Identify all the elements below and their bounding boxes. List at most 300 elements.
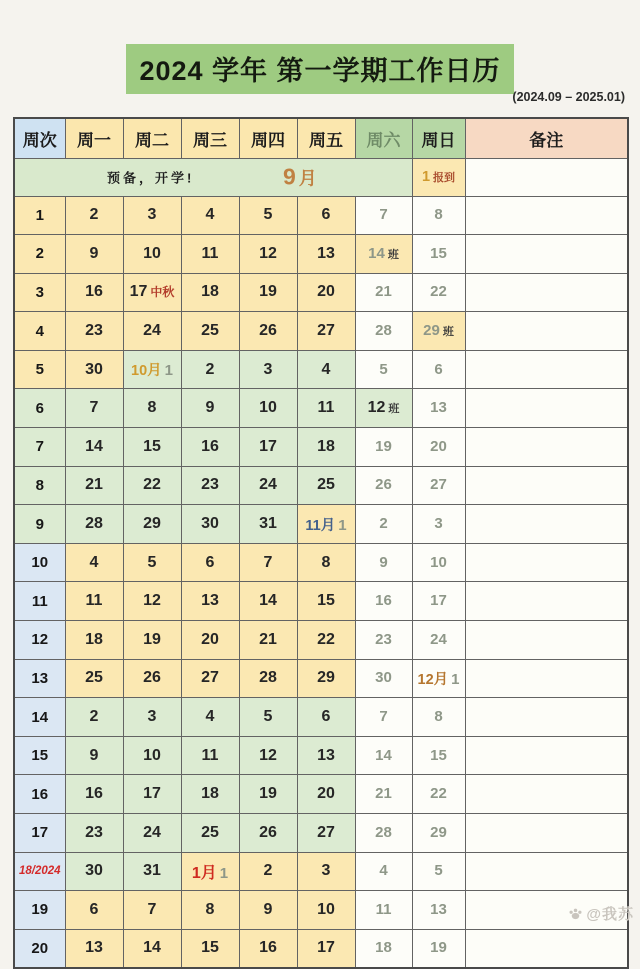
week-row-15: [14, 736, 628, 775]
day-cell: [355, 659, 412, 698]
week-number-cell: 4: [14, 312, 65, 351]
week-row-4: [14, 312, 628, 351]
cell-text: 9: [89, 746, 99, 764]
cell-text: 9: [205, 399, 215, 417]
cell-text: 3: [147, 206, 157, 224]
day-cell: [412, 235, 465, 274]
watermark-text: @我苏: [586, 906, 634, 923]
header-cell-1: 周一: [65, 118, 123, 158]
week-row-1: [14, 196, 628, 235]
cell-text: 19: [143, 630, 161, 648]
day-cell: [355, 389, 412, 428]
day-cell: [65, 736, 123, 775]
cell-text: 16: [201, 437, 219, 455]
remark-cell: [465, 196, 628, 235]
cell-text: 15: [317, 592, 335, 610]
cell-text: 1: [219, 864, 229, 882]
cell-text: 报到: [433, 172, 456, 184]
day-cell: [239, 929, 297, 968]
cell-text: 6: [321, 708, 331, 726]
day-cell: [239, 775, 297, 814]
week-number-cell: 16: [14, 775, 65, 814]
cell-text: 22: [430, 283, 447, 301]
day-cell: [123, 852, 181, 891]
day-cell: [181, 543, 239, 582]
cell-text: 1: [338, 516, 347, 534]
cell-text: 7: [89, 399, 99, 417]
day-cell: [65, 466, 123, 505]
day-cell: [239, 350, 297, 389]
day-cell: [297, 852, 355, 891]
day-cell: [412, 929, 465, 968]
week-row-18/2024: [14, 852, 628, 891]
day-cell: [181, 428, 239, 467]
day-cell: [65, 814, 123, 853]
week-row-7: [14, 428, 628, 467]
cell-text: 27: [317, 322, 335, 340]
cell-text: 14: [143, 939, 161, 957]
watermark: [568, 903, 634, 924]
cell-text: 12: [367, 399, 386, 417]
cell-text: 11: [85, 592, 103, 610]
day-cell: [123, 196, 181, 235]
week-row-20: [14, 929, 628, 968]
cell-text: 27: [317, 823, 335, 841]
cell-text: 12: [259, 244, 277, 262]
cell-text: 10: [259, 399, 277, 417]
day-cell: [239, 466, 297, 505]
remark-cell: [465, 775, 628, 814]
day-cell: [123, 891, 181, 930]
cell-text: 9: [89, 244, 99, 262]
cell-text: 19: [259, 785, 277, 803]
cell-text: 14: [85, 437, 103, 455]
week-row-3: [14, 273, 628, 312]
day-cell: [239, 273, 297, 312]
cell-text: 班: [442, 326, 454, 339]
day-cell: [355, 582, 412, 621]
day-cell: [65, 196, 123, 235]
cell-text: 1: [421, 169, 431, 185]
cell-text: 16: [259, 939, 277, 957]
day-cell: [355, 543, 412, 582]
cell-text: 25: [201, 823, 219, 841]
day-cell: [355, 775, 412, 814]
day-cell: [239, 852, 297, 891]
cell-text: 中秋: [150, 285, 175, 300]
cell-text: 31: [259, 515, 277, 533]
day-cell: [181, 736, 239, 775]
day-cell: [412, 775, 465, 814]
day-cell: [65, 543, 123, 582]
day-cell: [355, 466, 412, 505]
cell-text: 25: [201, 322, 219, 340]
week-row-16: [14, 775, 628, 814]
day-cell: [297, 196, 355, 235]
month-label-september: [283, 164, 317, 191]
cell-text: 27: [201, 669, 219, 687]
day-cell: [123, 543, 181, 582]
cell-text: 18: [85, 630, 103, 648]
header-cell-3: 周三: [181, 118, 239, 158]
cell-text: 26: [375, 476, 392, 494]
day-cell: [65, 428, 123, 467]
header-cell-0: 周次: [14, 118, 65, 158]
day-cell: [65, 891, 123, 930]
day-cell: [297, 659, 355, 698]
day-cell: [412, 273, 465, 312]
cell-text: 9: [263, 900, 273, 918]
day-cell: [297, 505, 355, 544]
day-cell: [239, 196, 297, 235]
cell-text: 28: [375, 823, 392, 841]
day-cell: [412, 389, 465, 428]
day-cell: [239, 543, 297, 582]
day-cell: [65, 582, 123, 621]
day-cell: [65, 389, 123, 428]
cell-text: 7: [263, 553, 273, 571]
day-cell: [65, 235, 123, 274]
cell-text: 13: [201, 592, 219, 610]
week-number-cell: 17: [14, 814, 65, 853]
week-number-cell: 1: [14, 196, 65, 235]
cell-text: 9: [379, 553, 388, 571]
remark-cell: [465, 621, 628, 660]
day-cell: [181, 659, 239, 698]
cell-text: 23: [85, 823, 103, 841]
day-cell: [355, 621, 412, 660]
day-cell: [123, 814, 181, 853]
day-cell: [65, 505, 123, 544]
cell-text: 1: [164, 362, 173, 380]
cell-text: 29: [430, 823, 447, 841]
cell-text: 29: [143, 515, 161, 533]
cell-text: 7: [379, 206, 388, 224]
day-cell: [123, 929, 181, 968]
cell-text: 15: [201, 939, 219, 957]
day-cell: [181, 273, 239, 312]
cell-text: 8: [434, 708, 443, 726]
cell-text: 15: [430, 244, 447, 262]
cell-text: 22: [430, 785, 447, 803]
day-cell: [181, 814, 239, 853]
week-number-cell: 2: [14, 235, 65, 274]
cell-text: 2: [263, 862, 273, 880]
cell-text: 30: [85, 360, 103, 378]
day-cell: [181, 235, 239, 274]
day-cell: [297, 621, 355, 660]
day-cell: [181, 312, 239, 351]
day-cell: [239, 891, 297, 930]
header-cell-7: 周日: [412, 118, 465, 158]
remark-cell: [465, 582, 628, 621]
day-cell: [412, 736, 465, 775]
cell-text: 20: [317, 283, 335, 301]
day-cell: [123, 466, 181, 505]
day-cell: [239, 505, 297, 544]
day-cell: [355, 350, 412, 389]
day-cell: [355, 736, 412, 775]
day-cell: [355, 814, 412, 853]
day-cell: [123, 505, 181, 544]
cell-text: 14: [375, 746, 392, 764]
cell-text: 22: [317, 630, 335, 648]
day-cell: [181, 505, 239, 544]
remark-cell: [465, 505, 628, 544]
header-row: [14, 118, 628, 158]
day-cell: [355, 428, 412, 467]
cell-text: 3: [434, 515, 443, 533]
day-cell: [123, 582, 181, 621]
cell-text: 11: [201, 746, 219, 764]
day-cell: [297, 428, 355, 467]
day-cell: [123, 621, 181, 660]
week-number-cell: 9: [14, 505, 65, 544]
cell-text: 班: [387, 248, 399, 261]
day-cell: [297, 273, 355, 312]
cell-text: 4: [205, 206, 215, 224]
day-cell: [181, 196, 239, 235]
header-cell-6: 周六: [355, 118, 412, 158]
day-cell: [239, 389, 297, 428]
day-cell: [65, 698, 123, 737]
day-cell: [297, 543, 355, 582]
remark-cell: [465, 736, 628, 775]
cell-text: 15: [143, 437, 161, 455]
remark-cell: [465, 428, 628, 467]
cell-text: 6: [321, 206, 331, 224]
cell-text: 4: [89, 553, 99, 571]
cell-text: 17: [259, 437, 277, 455]
day-cell: [412, 428, 465, 467]
page-title: 2024 学年 第一学期工作日历: [126, 44, 513, 94]
remark-cell: [465, 814, 628, 853]
remark-cell: [465, 158, 628, 196]
day-cell: [297, 775, 355, 814]
week-row-17: [14, 814, 628, 853]
day-cell: [355, 235, 412, 274]
cell-text: 13: [85, 939, 103, 957]
week-number-cell: 15: [14, 736, 65, 775]
cell-text: 18: [201, 785, 219, 803]
week-row-9: [14, 505, 628, 544]
cell-text: 20: [430, 437, 447, 455]
day-cell: [355, 505, 412, 544]
cell-text: 27: [430, 476, 447, 494]
cell-text: 5: [434, 862, 443, 880]
day-cell: [239, 312, 297, 351]
remark-cell: [465, 698, 628, 737]
day-cell: [412, 891, 465, 930]
cell-text: 18: [375, 939, 392, 957]
cell-text: 30: [375, 669, 392, 687]
date-range: (2024.09 – 2025.01): [512, 90, 625, 104]
cell-text: 8: [321, 553, 331, 571]
remark-cell: [465, 659, 628, 698]
cell-text: 26: [259, 322, 277, 340]
day-cell: [297, 929, 355, 968]
cell-text: 2: [89, 708, 99, 726]
day-cell: [297, 466, 355, 505]
cell-text: 10: [143, 746, 161, 764]
day-cell: [239, 698, 297, 737]
cell-text: 28: [375, 322, 392, 340]
cell-text: 28: [85, 515, 103, 533]
cell-text: 30: [201, 515, 219, 533]
cell-text: 24: [143, 823, 161, 841]
cell-text: 4: [321, 360, 331, 378]
cell-text: 24: [430, 630, 447, 648]
cell-text: 8: [434, 206, 443, 224]
day-cell: [412, 196, 465, 235]
cell-text: 3: [263, 360, 273, 378]
cell-text: 25: [85, 669, 103, 687]
day-cell: [412, 659, 465, 698]
day-cell: [65, 350, 123, 389]
cell-text: 21: [375, 785, 392, 803]
day-cell: [65, 621, 123, 660]
cell-text: 8: [205, 900, 215, 918]
cell-text: 28: [259, 669, 277, 687]
cell-text: 3: [321, 862, 331, 880]
day-cell: [297, 582, 355, 621]
day-cell: [239, 736, 297, 775]
week-number-cell: 6: [14, 389, 65, 428]
day-cell: [123, 659, 181, 698]
cell-text: 6: [205, 553, 215, 571]
week-number-cell: 12: [14, 621, 65, 660]
cell-text: 3: [147, 708, 157, 726]
cell-text: 5: [263, 708, 273, 726]
day-cell: [412, 698, 465, 737]
cell-text: 31: [143, 862, 161, 880]
cell-text: 6: [434, 360, 443, 378]
day-cell: [181, 350, 239, 389]
cell-text: 班: [388, 403, 400, 416]
week-number-cell: 10: [14, 543, 65, 582]
cell-text: 4: [205, 708, 215, 726]
remark-cell: [465, 312, 628, 351]
cell-text: 29: [317, 669, 335, 687]
cell-text: 13: [430, 900, 447, 918]
cell-text: 13: [317, 746, 335, 764]
remark-cell: [465, 389, 628, 428]
cell-text: 17: [143, 785, 161, 803]
day-cell: [181, 621, 239, 660]
header-cell-5: 周五: [297, 118, 355, 158]
header-cell-2: 周二: [123, 118, 181, 158]
cell-text: 16: [375, 592, 392, 610]
cell-text: 19: [430, 939, 447, 957]
day-cell: [123, 698, 181, 737]
month-unit: 月: [298, 168, 317, 189]
week-number-cell: 3: [14, 273, 65, 312]
cell-text: 23: [375, 630, 392, 648]
cell-text: 12: [259, 746, 277, 764]
remark-cell: [465, 929, 628, 968]
day-cell: [65, 775, 123, 814]
cell-text: 29: [423, 322, 440, 340]
week-number-cell: 20: [14, 929, 65, 968]
day-cell: [181, 929, 239, 968]
week-number-cell: 11: [14, 582, 65, 621]
cell-text: 2: [89, 206, 99, 224]
remark-cell: [465, 273, 628, 312]
day-cell: [65, 852, 123, 891]
week-number-cell: 13: [14, 659, 65, 698]
remark-cell: [465, 543, 628, 582]
day-cell: [355, 312, 412, 351]
cell-text: 13: [317, 244, 335, 262]
cell-text: 14: [259, 592, 277, 610]
month-number: 9: [283, 163, 296, 190]
week-row-6: [14, 389, 628, 428]
day-cell: [239, 621, 297, 660]
week-row-5: [14, 350, 628, 389]
cell-text: 12月: [417, 671, 449, 688]
cell-text: 8: [147, 399, 157, 417]
day-cell: [355, 929, 412, 968]
day-cell: [297, 235, 355, 274]
cell-text: 18: [201, 283, 219, 301]
day-cell: [239, 659, 297, 698]
cell-text: 19: [259, 283, 277, 301]
cell-text: 20: [201, 630, 219, 648]
day-cell: [297, 814, 355, 853]
day-cell: [65, 929, 123, 968]
day-cell: [239, 814, 297, 853]
day-cell: [297, 698, 355, 737]
remark-cell: [465, 852, 628, 891]
cell-text: 5: [379, 360, 388, 378]
header-cell-4: 周四: [239, 118, 297, 158]
week-row-2: [14, 235, 628, 274]
cell-text: 17: [129, 283, 148, 301]
day-cell: [123, 273, 181, 312]
cell-text: 10: [317, 900, 335, 918]
day-cell: [355, 698, 412, 737]
handwritten-note: 预备，开学!: [107, 170, 195, 186]
day-cell: [181, 466, 239, 505]
day-cell: [412, 543, 465, 582]
day-cell: [297, 891, 355, 930]
day-cell: [412, 621, 465, 660]
day-cell: [181, 775, 239, 814]
cell-text: 14: [368, 244, 385, 262]
day-cell: [123, 775, 181, 814]
day-cell: [123, 428, 181, 467]
cell-text: 2: [379, 515, 388, 533]
week-row-8: [14, 466, 628, 505]
cell-text: 30: [85, 862, 103, 880]
cell-text: 16: [85, 283, 103, 301]
cell-text: 23: [201, 476, 219, 494]
calendar-table: [13, 117, 629, 969]
cell-text: 26: [143, 669, 161, 687]
cell-text: 26: [259, 823, 277, 841]
week-number-cell: 14: [14, 698, 65, 737]
day-cell: [297, 736, 355, 775]
day-cell: [181, 852, 239, 891]
header-cell-8: 备注: [465, 118, 628, 158]
cell-text: 15: [430, 746, 447, 764]
week-number-cell: 18/2024: [14, 852, 65, 891]
day-cell: [123, 736, 181, 775]
cell-text: 24: [259, 476, 277, 494]
day-cell: [297, 312, 355, 351]
day-cell: [412, 505, 465, 544]
day-cell: [355, 891, 412, 930]
